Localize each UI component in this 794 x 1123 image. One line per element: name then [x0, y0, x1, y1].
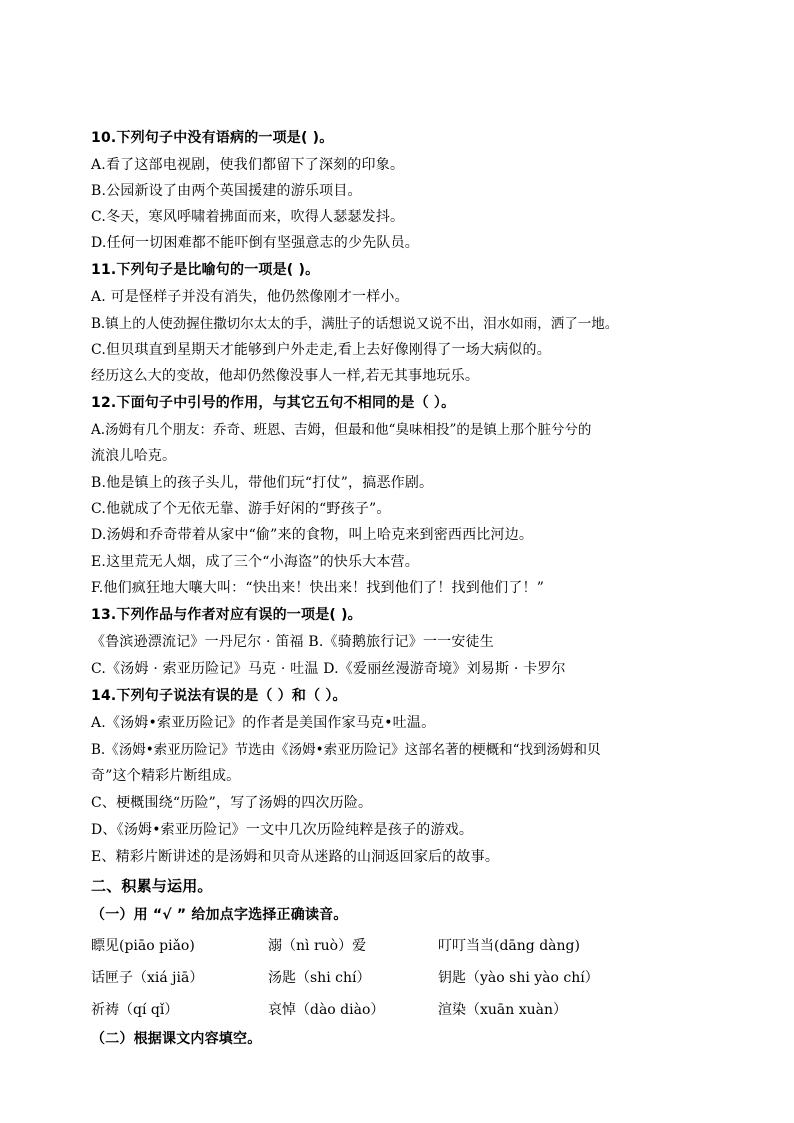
pinyin-item-niai: 溺（nì ruò）爱: [268, 938, 367, 954]
pinyin-item-xuanran: 渲染（xuān xuàn）: [438, 1002, 568, 1018]
question-14-option-e: E、精彩片断讲述的是汤姆和贝奇从迷路的山洞返回家后的故事。: [91, 849, 500, 865]
section-2-part-1-title: （一）用 “√ ” 给加点字选择正确读音。: [91, 907, 348, 923]
question-11-option-a: A. 可是怪样子并没有消失，他仍然像刚才一样小。: [91, 289, 409, 305]
section-2-part-2-title: （二）根据课文内容填空。: [91, 1031, 262, 1047]
question-10-option-d: D.任何一切困难都不能吓倒有坚强意志的少先队员。: [91, 235, 419, 251]
pinyin-item-aidao: 哀悼（dào diào）: [268, 1002, 385, 1018]
question-14-stem: 14.下列句子说法有误的是（ ）和（ ）。: [91, 688, 347, 704]
question-14-option-b-line2: 奇”这个精彩片断组成。: [91, 768, 241, 784]
question-11-stem: 11.下列句子是比喻句的一项是( )。: [91, 262, 320, 278]
question-12-option-f: F.他们疯狂地大嚷大叫：“快出来！快出来！找到他们了！找到他们了！”: [91, 580, 545, 596]
question-13-options-line1: 《鲁滨逊漂流记》一丹尼尔 · 笛福 B.《骑鹅旅行记》一一安徒生: [91, 634, 494, 650]
question-10-option-a: A.看了这部电视剧，使我们都留下了深刻的印象。: [91, 157, 405, 173]
question-10-stem: 10.下列句子中没有语病的一项是( )。: [91, 130, 334, 146]
question-14-option-a: A.《汤姆•索亚历险记》的作者是美国作家马克•吐温。: [91, 715, 436, 731]
question-12-option-c: C.他就成了个无依无靠、游手好闲的“野孩子”。: [91, 501, 391, 517]
pinyin-item-tangchi: 汤匙（shi chí）: [268, 970, 371, 986]
pinyin-item-huaxiazi: 话匣子（xiá jiā）: [91, 970, 204, 986]
question-12-option-a-line1: A.汤姆有几个朋友：乔奇、班恩、吉姆，但最和他“臭味相投”的是镇上那个脏兮兮的: [91, 422, 592, 438]
question-14-option-b-line1: B.《汤姆•索亚历险记》节选由《汤姆•索亚历险记》这部名著的梗概和“找到汤姆和贝: [91, 742, 601, 758]
question-12-option-d: D.汤姆和乔奇带着从家中“偷”来的食物，叫上哈克来到密西西比河边。: [91, 527, 534, 543]
pinyin-item-yaoshi: 钥匙（yào shi yào chí）: [438, 970, 599, 986]
pinyin-item-qidao: 祈祷（qí qǐ）: [91, 1002, 179, 1018]
question-10-option-c: C.冬天，寒风呼啸着拂面而来，吹得人瑟瑟发抖。: [91, 209, 405, 225]
question-12-option-e: E.这里荒无人烟，成了三个“小海盗”的快乐大本营。: [91, 554, 419, 570]
section-2-title: 二、积累与运用。: [91, 877, 213, 895]
question-13-stem: 13.下列作品与作者对应有误的一项是( )。: [91, 607, 362, 623]
question-12-option-b: B.他是镇上的孩子头儿，带他们玩“打仗”，搞恶作剧。: [91, 475, 434, 491]
question-11-option-c: C.但贝琪直到星期天才能够到户外走走,看上去好像刚得了一场大病似的。: [91, 342, 551, 358]
pinyin-item-piaojian: 瞟见(piāo piǎo): [91, 938, 195, 954]
pinyin-item-dingdangdang: 叮叮当当(dāng dàng): [438, 938, 580, 954]
question-11-option-b: B.镇上的人使劲握住撒切尔太太的手，满肚子的话想说又说不出，泪水如雨，洒了一地。: [91, 316, 619, 332]
question-12-option-a-line2: 流浪儿哈克。: [91, 448, 177, 464]
question-12-stem: 12.下面句子中引号的作用，与其它五句不相同的是（ ）。: [91, 395, 456, 411]
question-11-option-d: 经历这么大的变故，他却仍然像没事人一样,若无其事地玩乐。: [91, 368, 480, 384]
question-13-options-line2: C.《汤姆 · 索亚历险记》马克 · 吐温 D.《爱丽丝漫游奇境》刘易斯 · 卡罗尔: [91, 661, 566, 677]
question-14-option-c: C、梗概围绕“历险”，写了汤姆的四次历险。: [91, 795, 373, 811]
question-10-option-b: B.公园新设了由两个英国援建的游乐项目。: [91, 183, 362, 199]
question-14-option-d: D、《汤姆•索亚历险记》一文中几次历险纯粹是孩子的游戏。: [91, 822, 474, 838]
